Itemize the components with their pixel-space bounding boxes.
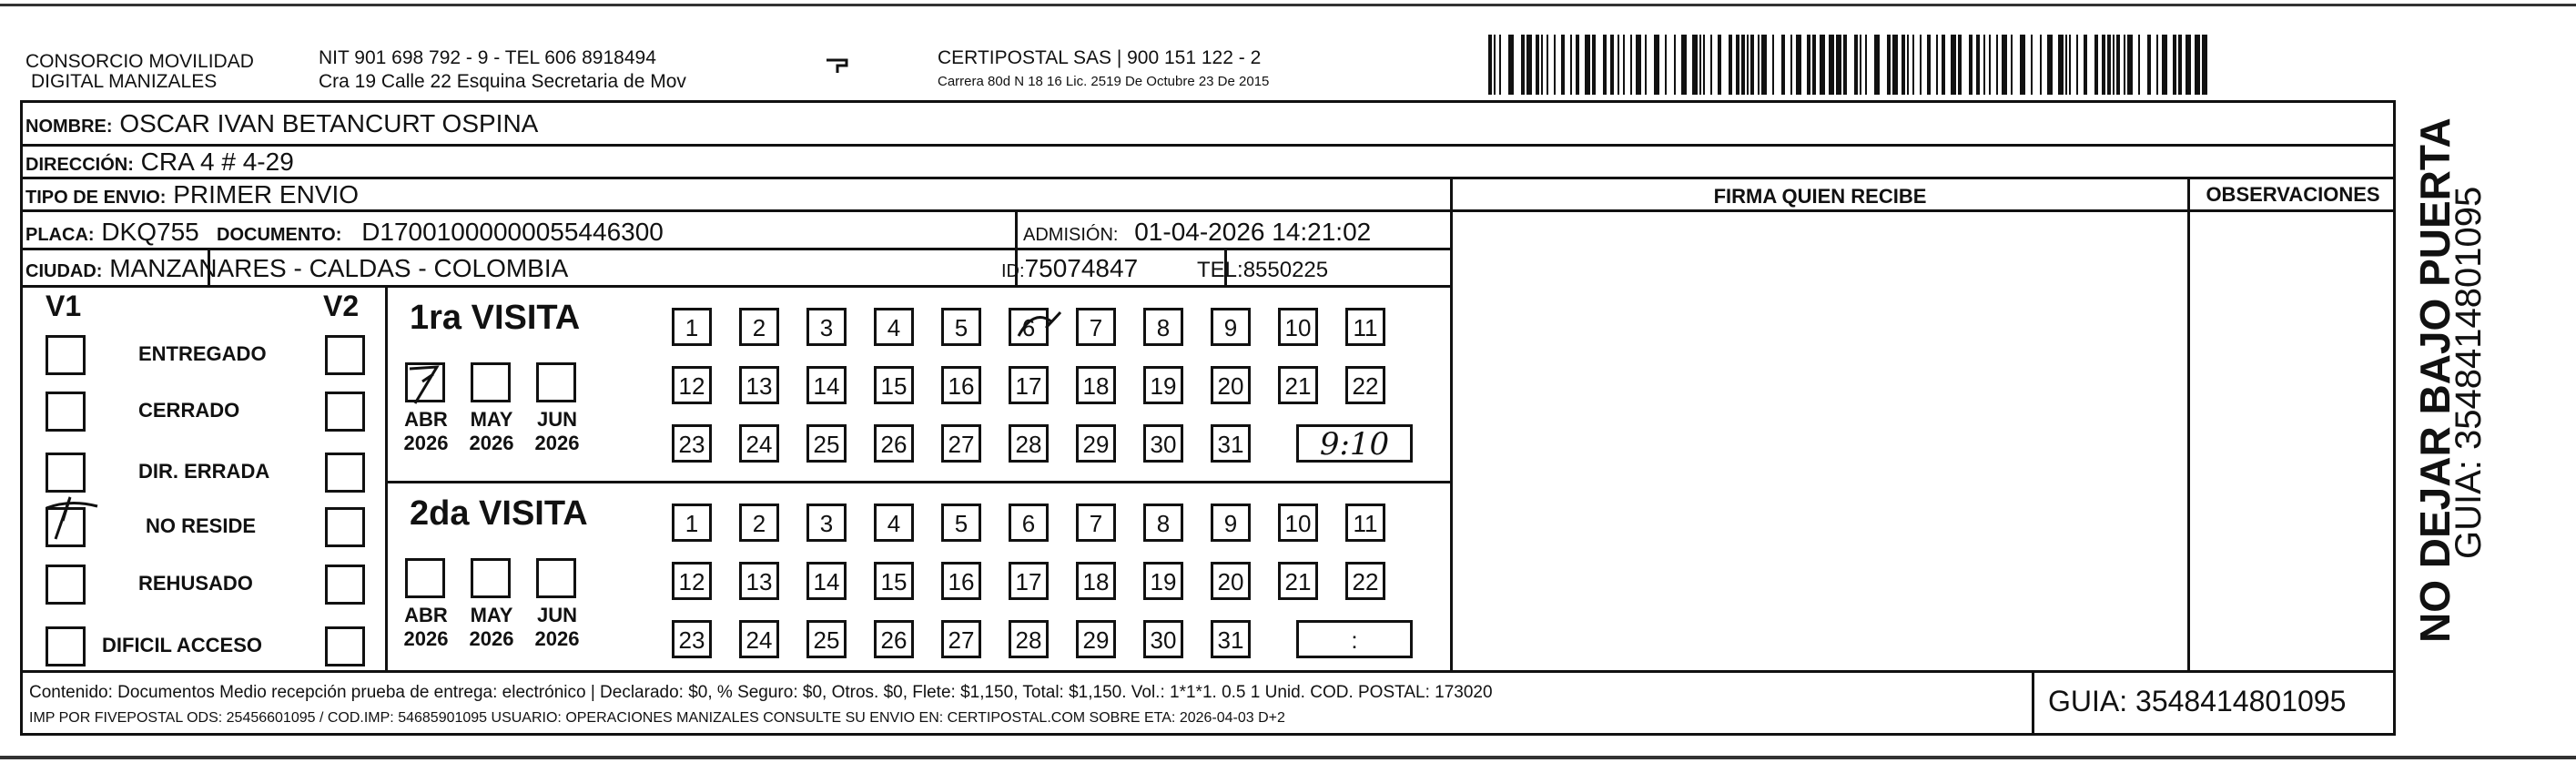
barcode-bar bbox=[1736, 35, 1739, 95]
day-box[interactable]: 13 bbox=[739, 366, 779, 404]
courier-line: CERTIPOSTAL SAS | 900 151 122 - 2 bbox=[938, 47, 1262, 68]
barcode-bar bbox=[2084, 35, 2087, 95]
barcode-bar bbox=[2094, 35, 2098, 95]
day-box[interactable]: 30 bbox=[1143, 620, 1183, 658]
day-box[interactable]: 10 bbox=[1278, 504, 1318, 542]
day-box[interactable]: 16 bbox=[941, 562, 981, 600]
observaciones-area[interactable] bbox=[2194, 219, 2392, 665]
barcode-bar bbox=[1907, 35, 1909, 95]
id-field bbox=[1001, 253, 1138, 287]
month-name: ABR bbox=[404, 604, 448, 626]
barcode-bar bbox=[2116, 35, 2120, 95]
day-box[interactable]: 20 bbox=[1211, 366, 1251, 404]
barcode-bar bbox=[2156, 35, 2158, 95]
barcode-bar bbox=[2047, 35, 2053, 95]
month-name: ABR bbox=[404, 408, 448, 431]
day-box[interactable]: 11 bbox=[1345, 308, 1385, 346]
barcode-bar bbox=[1547, 35, 1548, 95]
v2-checkbox-0[interactable] bbox=[325, 335, 365, 375]
day-box[interactable]: 9 bbox=[1211, 308, 1251, 346]
time-value: : bbox=[1351, 626, 1358, 654]
tipo-envio-field bbox=[25, 179, 359, 213]
direccion-value: CRA 4 # 4-29 bbox=[140, 148, 294, 176]
barcode-bar bbox=[2178, 35, 2182, 95]
day-box[interactable]: 1 bbox=[672, 308, 712, 346]
barcode-bar bbox=[1741, 35, 1745, 95]
barcode-bar bbox=[2040, 35, 2042, 95]
barcode bbox=[1488, 35, 2216, 95]
day-box[interactable]: 19 bbox=[1143, 366, 1183, 404]
barcode-bar bbox=[1976, 35, 1980, 95]
barcode-bar bbox=[1942, 35, 1945, 95]
day-box[interactable]: 23 bbox=[672, 424, 712, 463]
day-box[interactable]: 14 bbox=[806, 366, 847, 404]
day-box[interactable]: 9 bbox=[1211, 504, 1251, 542]
barcode-bar bbox=[1902, 35, 1905, 95]
barcode-bar bbox=[1692, 35, 1698, 95]
barcode-bar bbox=[1772, 35, 1774, 95]
v2-checkbox-5[interactable] bbox=[325, 626, 365, 666]
barcode-bar bbox=[1665, 35, 1667, 95]
barcode-bar bbox=[1989, 35, 1991, 95]
day-box[interactable]: 19 bbox=[1143, 562, 1183, 600]
reason-label: DIFICIL ACCESO bbox=[102, 634, 263, 656]
guia-box: GUIA: 3548414801095 bbox=[2048, 685, 2347, 717]
time-box[interactable] bbox=[1296, 424, 1413, 463]
placa-field bbox=[25, 217, 199, 250]
barcode-bar bbox=[1874, 35, 1880, 95]
day-box[interactable]: 26 bbox=[874, 620, 914, 658]
day-box[interactable]: 1 bbox=[672, 504, 712, 542]
barcode-bar bbox=[2202, 35, 2207, 95]
nombre-field bbox=[25, 108, 538, 142]
barcode-bar bbox=[2107, 35, 2111, 95]
barcode-bar bbox=[1912, 35, 1914, 95]
reason-label: REHUSADO bbox=[138, 572, 253, 595]
day-box[interactable]: 14 bbox=[806, 562, 847, 600]
barcode-bar bbox=[2138, 35, 2140, 95]
nombre-value: OSCAR IVAN BETANCURT OSPINA bbox=[119, 109, 539, 137]
tipo-envio-value: PRIMER ENVIO bbox=[173, 180, 360, 209]
day-box[interactable]: 23 bbox=[672, 620, 712, 658]
barcode-bar bbox=[1836, 35, 1841, 95]
barcode-bar bbox=[1521, 35, 1525, 95]
barcode-bar bbox=[1623, 35, 1625, 95]
placa-label: PLACA: bbox=[25, 225, 95, 245]
barcode-bar bbox=[2058, 35, 2064, 95]
day-box[interactable]: 5 bbox=[941, 308, 981, 346]
bottom-edge bbox=[0, 756, 2576, 759]
barcode-bar bbox=[1936, 35, 1938, 95]
v1-checkbox-0[interactable] bbox=[46, 335, 86, 375]
barcode-bar bbox=[1820, 35, 1825, 95]
reason-label: ENTREGADO bbox=[138, 342, 267, 365]
day-box[interactable]: 31 bbox=[1211, 424, 1251, 463]
month-checkbox[interactable] bbox=[471, 558, 511, 598]
day-box[interactable]: 20 bbox=[1211, 562, 1251, 600]
day-box[interactable]: 13 bbox=[739, 562, 779, 600]
day-box[interactable]: 11 bbox=[1345, 504, 1385, 542]
v1-label: V1 bbox=[46, 290, 82, 322]
barcode-bar bbox=[1561, 35, 1565, 95]
day-box[interactable]: 3 bbox=[806, 504, 847, 542]
barcode-bar bbox=[2113, 35, 2115, 95]
day-box[interactable]: 21 bbox=[1278, 366, 1318, 404]
barcode-bar bbox=[1645, 35, 1647, 95]
placa-value: DKQ755 bbox=[101, 218, 199, 246]
documento-field bbox=[217, 217, 664, 250]
barcode-bar bbox=[1996, 35, 1998, 95]
tel-label: TEL: bbox=[1197, 258, 1243, 282]
admision-value: 01-04-2026 14:21:02 bbox=[1134, 218, 1372, 246]
month-checkbox[interactable] bbox=[536, 362, 576, 402]
direccion-field bbox=[25, 147, 294, 180]
day-box[interactable]: 15 bbox=[874, 366, 914, 404]
id-label: ID: bbox=[1001, 261, 1025, 281]
day-box[interactable]: 30 bbox=[1143, 424, 1183, 463]
v2-checkbox-2[interactable] bbox=[325, 453, 365, 493]
barcode-bar bbox=[1951, 35, 1956, 95]
signature-area[interactable] bbox=[1456, 219, 2185, 665]
company-name-line1: CONSORCIO MOVILIDAD bbox=[25, 51, 254, 72]
day-box[interactable]: 26 bbox=[874, 424, 914, 463]
v1-checkbox-5[interactable] bbox=[46, 626, 86, 666]
barcode-bar bbox=[2124, 35, 2125, 95]
visit-title: 1ra VISITA bbox=[410, 299, 581, 337]
month-label bbox=[460, 408, 523, 455]
day-box[interactable]: 31 bbox=[1211, 620, 1251, 658]
barcode-bar bbox=[1576, 35, 1579, 95]
barcode-bar bbox=[1541, 35, 1543, 95]
day-box[interactable]: 7 bbox=[1076, 308, 1116, 346]
observaciones-header: OBSERVACIONES bbox=[2206, 183, 2380, 206]
tel-value: 8550225 bbox=[1242, 258, 1329, 282]
day-box[interactable]: 15 bbox=[874, 562, 914, 600]
day-box[interactable]: 17 bbox=[1009, 366, 1049, 404]
barcode-bar bbox=[1865, 35, 1867, 95]
courier-address: Carrera 80d N 18 16 Lic. 2519 De Octubre 23 De 2015 bbox=[938, 74, 1270, 89]
ciudad-field bbox=[25, 253, 568, 287]
day-box[interactable]: 12 bbox=[672, 562, 712, 600]
barcode-bar bbox=[1718, 35, 1721, 95]
day-box[interactable]: 27 bbox=[941, 620, 981, 658]
reason-label: CERRADO bbox=[138, 399, 240, 422]
id-value: 75074847 bbox=[1024, 254, 1139, 282]
month-year: 2026 bbox=[469, 627, 514, 650]
day-box[interactable]: 16 bbox=[941, 366, 981, 404]
month-name: JUN bbox=[536, 408, 577, 431]
barcode-bar bbox=[2127, 35, 2133, 95]
barcode-bar bbox=[2102, 35, 2105, 95]
v1-checkbox-4[interactable] bbox=[46, 565, 86, 605]
courier-logo bbox=[819, 53, 856, 80]
day-box[interactable]: 29 bbox=[1076, 424, 1116, 463]
tel-field bbox=[1197, 253, 1328, 286]
barcode-bar bbox=[1585, 35, 1590, 95]
barcode-bar bbox=[1618, 35, 1619, 95]
barcode-bar bbox=[2173, 35, 2176, 95]
day-box[interactable]: 18 bbox=[1076, 366, 1116, 404]
barcode-bar bbox=[1807, 35, 1810, 95]
day-box[interactable]: 28 bbox=[1009, 620, 1049, 658]
ciudad-value: MANZANARES - CALDAS - COLOMBIA bbox=[109, 254, 569, 282]
day-box[interactable]: 22 bbox=[1345, 562, 1385, 600]
month-year: 2026 bbox=[534, 627, 580, 650]
reason-label: NO RESIDE bbox=[146, 514, 257, 537]
v2-checkbox-4[interactable] bbox=[325, 565, 365, 605]
barcode-bar bbox=[1892, 35, 1898, 95]
barcode-bar bbox=[1630, 35, 1632, 95]
barcode-bar bbox=[1488, 35, 1492, 95]
day-box[interactable]: 6 bbox=[1009, 308, 1049, 346]
firma-header: FIRMA QUIEN RECIBE bbox=[1713, 185, 1927, 208]
barcode-bar bbox=[1610, 35, 1614, 95]
barcode-bar bbox=[1703, 35, 1705, 95]
barcode-bar bbox=[1887, 35, 1891, 95]
barcode-bar bbox=[1758, 35, 1760, 95]
month-name: MAY bbox=[470, 604, 513, 626]
day-box[interactable]: 25 bbox=[806, 424, 847, 463]
month-year: 2026 bbox=[403, 627, 449, 650]
barcode-bar bbox=[1710, 35, 1712, 95]
company-name-line2: DIGITAL MANIZALES bbox=[31, 71, 218, 92]
day-box[interactable]: 8 bbox=[1143, 308, 1183, 346]
visit-title: 2da VISITA bbox=[410, 494, 588, 533]
barcode-bar bbox=[1729, 35, 1732, 95]
day-box[interactable]: 24 bbox=[739, 424, 779, 463]
v1-checkbox-3[interactable] bbox=[46, 507, 86, 547]
barcode-bar bbox=[2065, 35, 2067, 95]
ciudad-label: CIUDAD: bbox=[25, 261, 103, 281]
barcode-bar bbox=[2069, 35, 2071, 95]
v2-label: V2 bbox=[323, 290, 360, 322]
barcode-bar bbox=[1796, 35, 1801, 95]
v1-checkbox-2[interactable] bbox=[46, 453, 86, 493]
month-name: MAY bbox=[470, 408, 513, 431]
barcode-bar bbox=[1499, 35, 1501, 95]
reason-label: DIR. ERRADA bbox=[138, 460, 270, 483]
barcode-bar bbox=[1508, 35, 1514, 95]
day-box[interactable]: 25 bbox=[806, 620, 847, 658]
day-box[interactable]: 21 bbox=[1278, 562, 1318, 600]
barcode-bar bbox=[1592, 35, 1596, 95]
barcode-bar bbox=[1958, 35, 1962, 95]
barcode-bar bbox=[1843, 35, 1847, 95]
day-box[interactable]: 10 bbox=[1278, 308, 1318, 346]
barcode-bar bbox=[1781, 35, 1785, 95]
documento-value: D17001000000055446300 bbox=[361, 218, 664, 246]
barcode-bar bbox=[1927, 35, 1931, 95]
month-checkbox[interactable] bbox=[405, 558, 445, 598]
time-box[interactable] bbox=[1296, 620, 1413, 658]
no-dejar-warning: NO DEJAR BAJO PUERTA bbox=[2411, 117, 2459, 643]
month-label bbox=[394, 408, 458, 455]
admision-field bbox=[1023, 217, 1371, 250]
side-guia: GUIA: 3548414801095 bbox=[2449, 186, 2489, 559]
barcode-bar bbox=[1750, 35, 1754, 95]
barcode-bar bbox=[2002, 35, 2007, 95]
barcode-bar bbox=[1761, 35, 1767, 95]
month-year: 2026 bbox=[534, 432, 580, 454]
imp-text: IMP POR FIVEPOSTAL ODS: 25456601095 / COD.IMP: 54685901095 USUARIO: OPERACIONES MANIZALES CONSULTE SU ENVIO EN: CERTIPOSTAL.COM SOBRE ETA: 2026-04-03 D+2 bbox=[29, 710, 1285, 726]
barcode-bar bbox=[2031, 35, 2033, 95]
admision-label: ADMISIÓN: bbox=[1023, 225, 1119, 245]
day-box[interactable]: 17 bbox=[1009, 562, 1049, 600]
day-box[interactable]: 27 bbox=[941, 424, 981, 463]
barcode-bar bbox=[1674, 35, 1676, 95]
barcode-bar bbox=[1860, 35, 1861, 95]
day-box[interactable]: 22 bbox=[1345, 366, 1385, 404]
month-label bbox=[394, 604, 458, 651]
barcode-bar bbox=[2186, 35, 2191, 95]
day-box[interactable]: 2 bbox=[739, 504, 779, 542]
day-box[interactable]: 7 bbox=[1076, 504, 1116, 542]
day-box[interactable]: 12 bbox=[672, 366, 712, 404]
time-value: 9:10 bbox=[1319, 426, 1390, 463]
barcode-bar bbox=[1699, 35, 1701, 95]
month-name: JUN bbox=[536, 604, 577, 626]
barcode-bar bbox=[1747, 35, 1749, 95]
v1-checkbox-1[interactable] bbox=[46, 392, 86, 432]
barcode-bar bbox=[2147, 35, 2151, 95]
documento-label: DOCUMENTO: bbox=[217, 225, 342, 245]
month-label bbox=[525, 604, 589, 651]
barcode-bar bbox=[1554, 35, 1556, 95]
barcode-bar bbox=[1969, 35, 1973, 95]
address-line: Cra 19 Calle 22 Esquina Secretaria de Mov bbox=[319, 71, 686, 92]
barcode-bar bbox=[1812, 35, 1816, 95]
nit-line: NIT 901 698 792 - 9 - TEL 606 8918494 bbox=[319, 47, 656, 68]
month-checkbox[interactable] bbox=[471, 362, 511, 402]
day-box[interactable]: 5 bbox=[941, 504, 981, 542]
contenido-text: Contenido: Documentos Medio recepción prueba de entrega: electrónico | Declarado: $0, % Seguro: $0, Otros. $0, Flete: $1,150, Total: $1,150. Vol.: 1*1*1. 0.5 1 Unid. COD. POSTAL: 173020 bbox=[29, 683, 1493, 702]
day-box[interactable]: 8 bbox=[1143, 504, 1183, 542]
month-checkbox[interactable] bbox=[405, 362, 445, 402]
month-label bbox=[460, 604, 523, 651]
day-box[interactable]: 2 bbox=[739, 308, 779, 346]
barcode-bar bbox=[1854, 35, 1858, 95]
barcode-bar bbox=[1526, 35, 1532, 95]
barcode-bar bbox=[2195, 35, 2200, 95]
top-edge bbox=[0, 4, 2576, 6]
day-box[interactable]: 3 bbox=[806, 308, 847, 346]
nombre-label: NOMBRE: bbox=[25, 117, 113, 137]
barcode-bar bbox=[1681, 35, 1687, 95]
barcode-bar bbox=[1603, 35, 1607, 95]
barcode-bar bbox=[2162, 35, 2167, 95]
barcode-bar bbox=[1829, 35, 1834, 95]
day-box[interactable]: 4 bbox=[874, 308, 914, 346]
day-box[interactable]: 24 bbox=[739, 620, 779, 658]
barcode-bar bbox=[1654, 35, 1659, 95]
month-year: 2026 bbox=[403, 432, 449, 454]
day-box[interactable]: 4 bbox=[874, 504, 914, 542]
tipo-envio-label: TIPO DE ENVIO: bbox=[25, 188, 167, 208]
day-box[interactable]: 6 bbox=[1009, 504, 1049, 542]
direccion-label: DIRECCIÓN: bbox=[25, 155, 134, 175]
barcode-bar bbox=[2011, 35, 2013, 95]
barcode-bar bbox=[1790, 35, 1792, 95]
barcode-bar bbox=[2076, 35, 2078, 95]
day-box[interactable]: 29 bbox=[1076, 620, 1116, 658]
month-label bbox=[525, 408, 589, 455]
month-year: 2026 bbox=[469, 432, 514, 454]
barcode-bar bbox=[1920, 35, 1922, 95]
barcode-bar bbox=[1636, 35, 1641, 95]
barcode-bar bbox=[1536, 35, 1539, 95]
barcode-bar bbox=[1570, 35, 1572, 95]
month-checkbox[interactable] bbox=[536, 558, 576, 598]
v2-checkbox-1[interactable] bbox=[325, 392, 365, 432]
day-box[interactable]: 18 bbox=[1076, 562, 1116, 600]
barcode-bar bbox=[2020, 35, 2025, 95]
barcode-bar bbox=[1494, 35, 1496, 95]
day-box[interactable]: 28 bbox=[1009, 424, 1049, 463]
barcode-bar bbox=[1983, 35, 1985, 95]
v2-checkbox-3[interactable] bbox=[325, 507, 365, 547]
